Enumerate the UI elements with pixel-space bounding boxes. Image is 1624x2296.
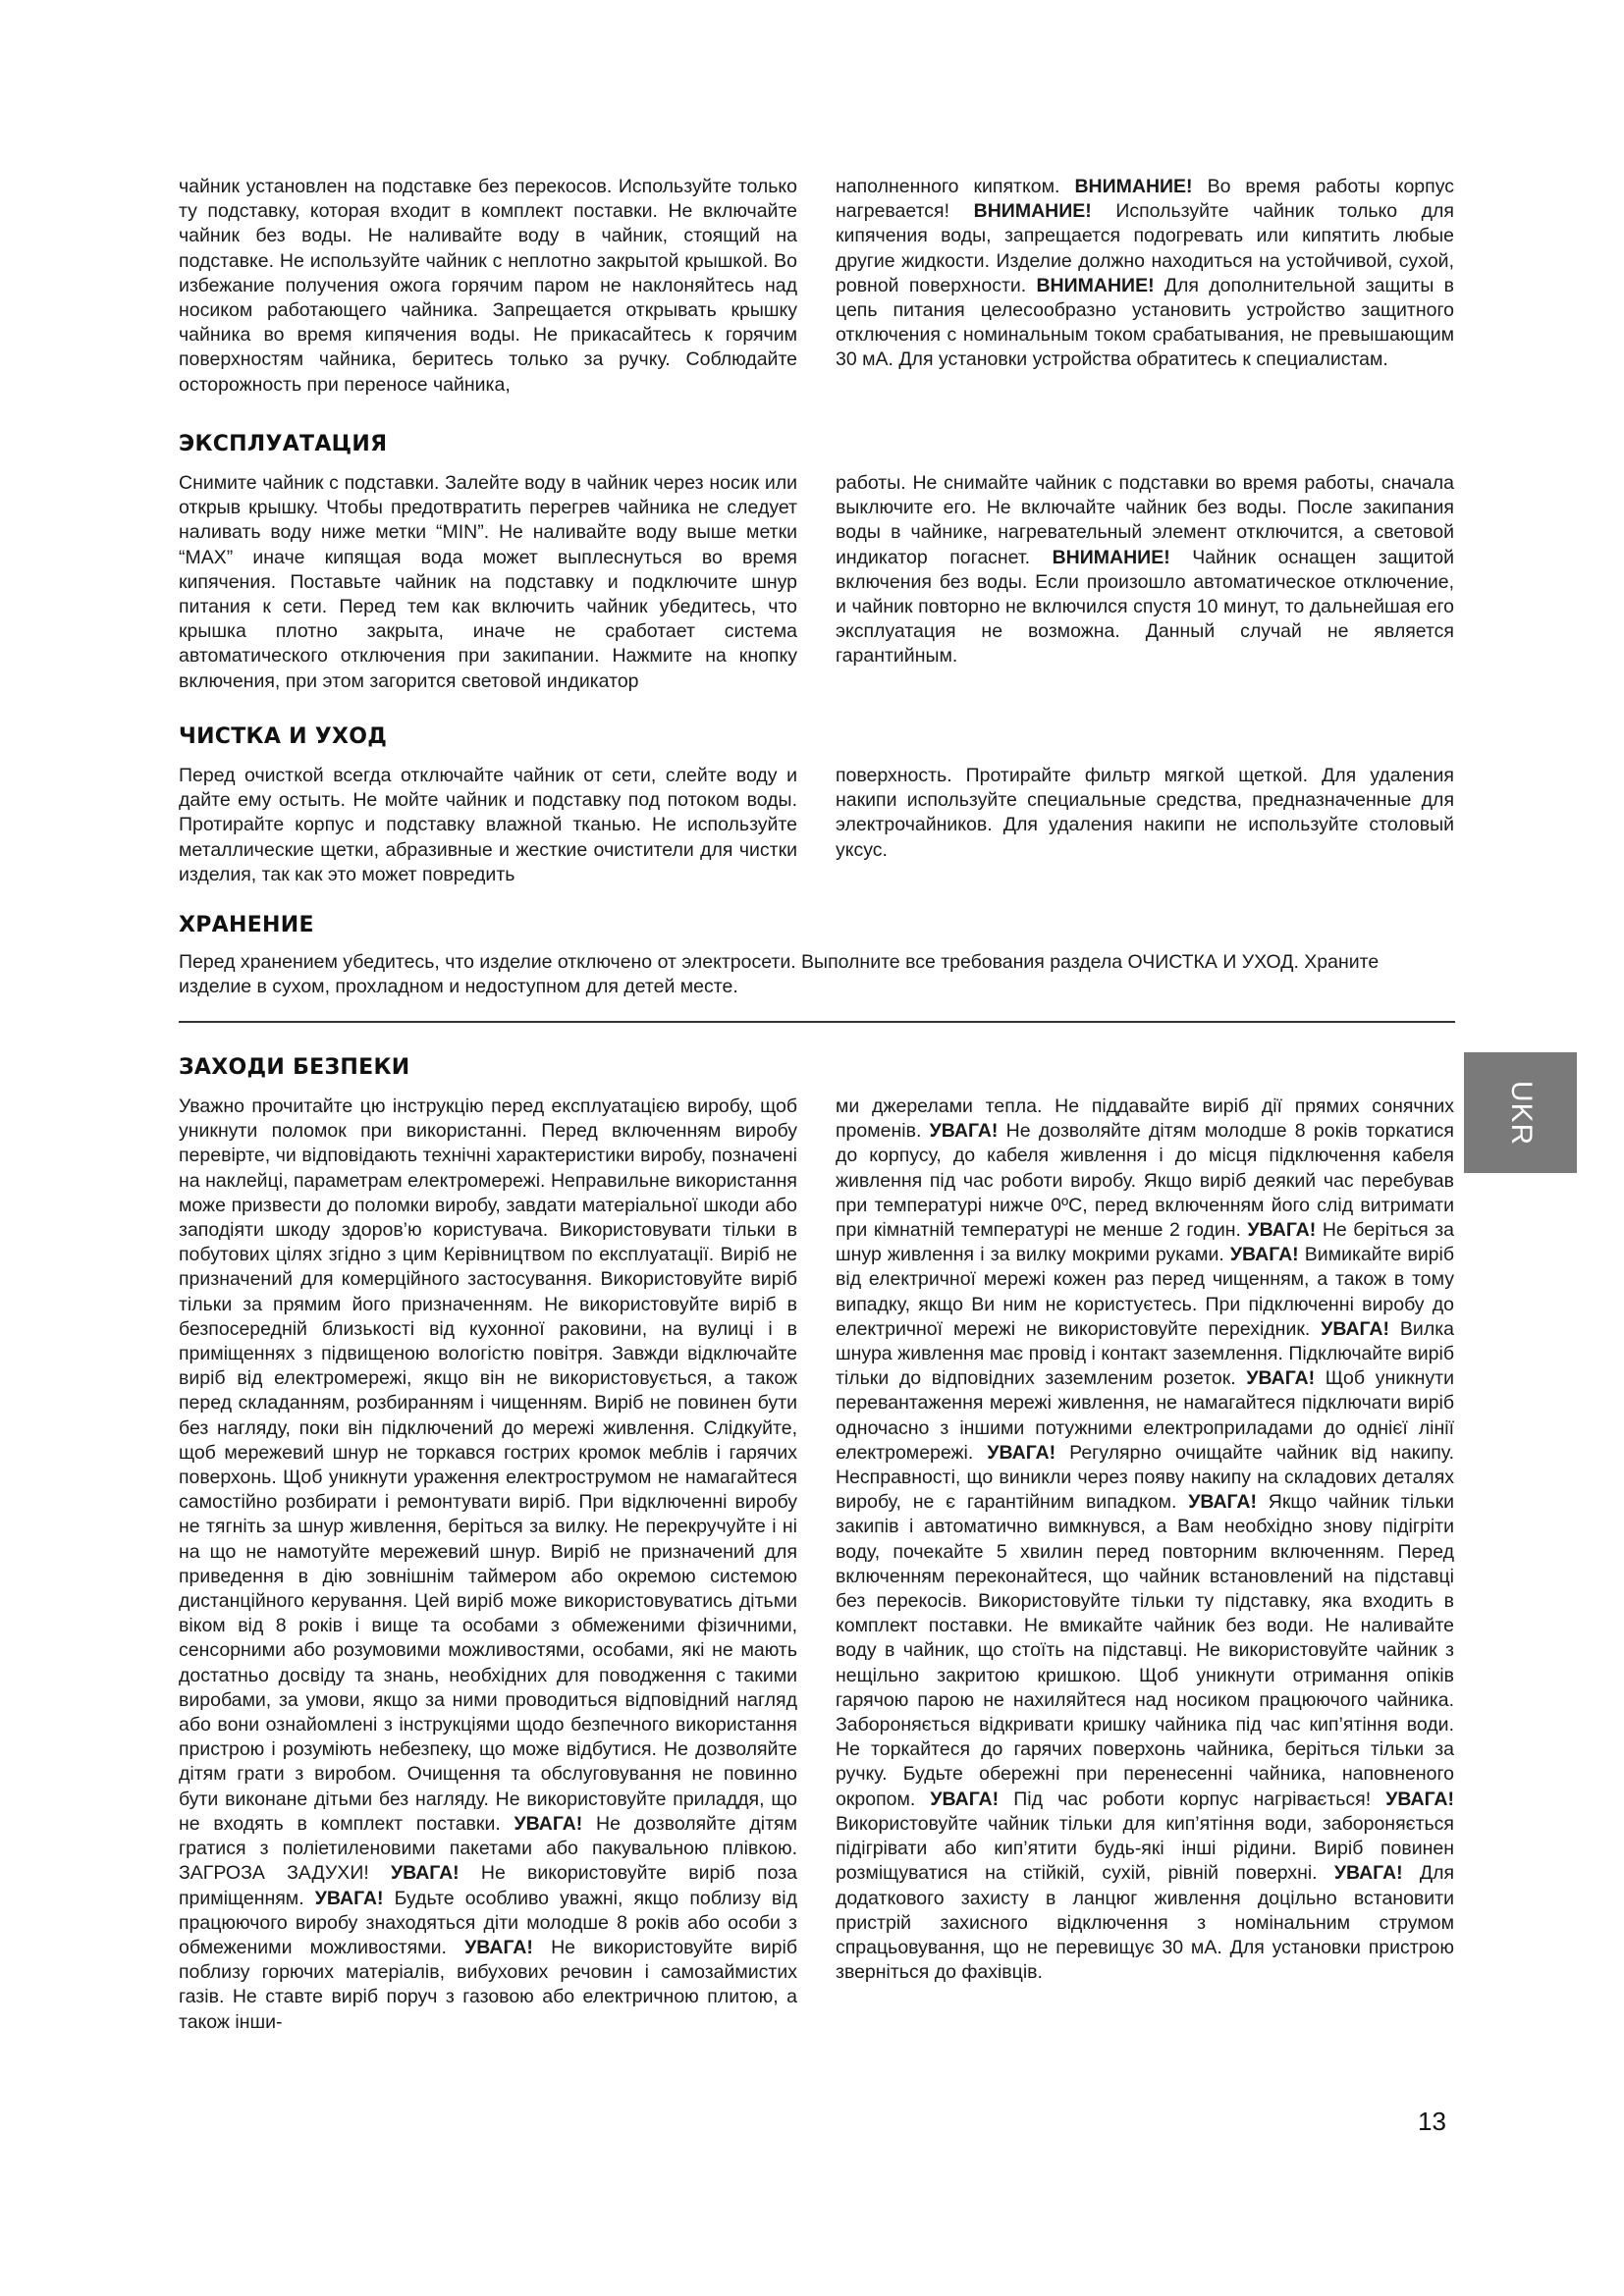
page-number: 13 xyxy=(1418,2107,1446,2136)
language-tab xyxy=(1464,1052,1577,1173)
ru-operation-right-text: работы. Не снимайте чайник с подставки во время работы, сначала выключите его. Не включайте чайник без воды. После закипания воды в чайнике, нагревательный элемент отключится, а световой индикатор погаснет. ВНИМАНИЕ! Чайник оснащен защитой включения без воды. Если произошло автоматическое отключение, и чайник повторно не включился спустя 10 минут, то дальнейшая его эксплуатация не возможна. Данный случай не является гарантийным. xyxy=(836,472,1455,667)
section-heading-storage: ХРАНЕНИЕ xyxy=(179,913,314,937)
ru-intro-left-text: чайник установлен на подставке без перекосов. Используйте только ту подставку, которая входит в комплект поставки. Не включайте чайник без воды. Не наливайте воду в чайник, стоящий на подставке. Не используйте чайник с неплотно закрытой крышкой. Во избежание получения ожога горячим паром не наклоняйтесь над носиком работающего чайника. Запрещается открывать крышку чайника во время кипячения воды. Не прикасайтесь к горячим поверхностям чайника, беритесь только за ручку. Соблюдайте осторожность при переносе чайника, xyxy=(179,176,797,396)
ru-intro-right-text: наполненного кипятком. ВНИМАНИЕ! Во время работы корпус нагревается! ВНИМАНИЕ! Используйте чайник только для кипячения воды, запрещается подогревать или кипятить любые другие жидкости. Изделие должно находиться на устойчивой, сухой, ровной поверхности. ВНИМАНИЕ! Для дополнительной защиты в цепь питания целесообразно установить устройство защитного отключения с номинальным током срабатывания, не превышающим 30 мА. Для установки устройства обратитесь к специалистам. xyxy=(836,176,1454,371)
ua-safety-left-text: Уважно прочитайте цю інструкцію перед експлуатацією виробу, щоб уникнути поломок при використанні. Перед включенням виробу перевірте, чи відповідають технічні характеристики виробу, позначені на наклейці, параметрам електромережі. Неправильне використання може призвести до поломки виробу, завдати матеріальної шкоди або заподіяти шкоду здоров’ю користувача. Використовувати тільки в побутових цілях згідно з цим Керівництвом по експлуатації. Виріб не призначений для комерційного застосування. Використовуйте виріб тільки за прямим його призначенням. Не використовуйте виріб в безпосередній близькості від кухонної раковини, на вулиці і в приміщеннях з підвищеною вологістю повітря. Завжди відключайте виріб від електромережі, якщо він не використовується, а також перед складанням, розбиранням і чищенням. Виріб не повинен бути без нагляду, поки він підключений до мережі живлення. Слідкуйте, щоб мережевий шнур не торкався гострих кромок меблів і гарячих поверхонь. Щоб уникнути ураження електрострумом не намагайтеся самостійно розбирати і ремонтувати виріб. При відключенні виробу не тягніть за шнур живлення, беріться за вилку. Не перекручуйте і ні на що не намотуйте мережевий шнур. Виріб не призначений для приведення в дію зовнішнім таймером або окремою системою дистанційного керування. Цей виріб може використовуватись дітьми віком від 8 років і вище та особами з обмеженими фізичними, сенсорними або розумовими можливостями, особами, які не мають достатньо досвіду та знань, необхідних для поводження с такими виробами, за умови, якщо за ними проводиться відповідний нагляд або вони ознайомлені з інструкціями щодо безпечного використання пристрою і розуміють небезпеку, що може відбутися. Не дозволяйте дітям грати з виробом. Очищення та обслуговування не повинно бути виконане дітьми без нагляду. Не використовуйте приладдя, що не входять в комплект поставки. УВАГА! Не дозволяйте дітям гратися з поліетиленовими пакетами або пакувальною плівкою. ЗАГРОЗА ЗАДУХИ! УВАГА! Не використовуйте виріб поза приміщенням. УВАГА! Будьте особливо уважні, якщо поблизу від працюючого виробу знаходяться діти молодше 8 років або особи з обмеженими можливостями. УВАГА! Не використовуйте виріб поблизу горючих матеріалів, вибухових речовин і самозаймистих газів. Не ставте виріб поруч з газовою або електричною плитою, а також інши- xyxy=(179,1095,798,2033)
ru-operation-left-text: Снимите чайник с подставки. Залейте воду в чайник через носик или открыв крышку. Чтобы предотвратить перегрев чайника не следует наливать воду ниже метки “MIN”. Не наливайте воду выше метки “MAX” иначе кипящая вода может выплеснуться во время кипячения. Поставьте чайник на подставку и подключите шнур питания к сети. Перед тем как включить чайник убедитесь, что крышка плотно закрыта, иначе не сработает система автоматического отключения при закипании. Нажмите на кнопку включения, при этом загорится световой индикатор xyxy=(179,472,797,692)
language-tab-label: UKR xyxy=(1504,1080,1538,1146)
ru-cleaning-right-text: поверхность. Протирайте фильтр мягкой щеткой. Для удаления накипи используйте специальные средства, предназначенные для электрочайников. Для удаления накипи не используйте столовый уксус. xyxy=(836,765,1454,861)
ru-cleaning-left-text: Перед очисткой всегда отключайте чайник от сети, слейте воду и дайте ему остыть. Не мойте чайник и подставку под потоком воды. Протирайте корпус и подставку влажной тканью. Не используйте металлические щетки, абразивные и жесткие очистители для чистки изделия, так как это может повредить xyxy=(179,765,797,885)
section-heading-operation: ЭКСПЛУАТАЦИЯ xyxy=(179,432,388,456)
ua-safety-right-text: ми джерелами тепла. Не піддавайте виріб дії прямих сонячних променів. УВАГА! Не дозволяйте дітям молодше 8 років торкатися до корпусу, до кабеля живлення і до місця підключення кабеля живлення під час роботи виробу. Якщо виріб деякий час перебував при температурі нижче 0ºC, перед включенням його слід витримати при кімнатній температурі не менше 2 годин. УВАГА! Не беріться за шнур живлення і за вилку мокрими руками. УВАГА! Вимикайте виріб від електричної мережі кожен раз перед чищенням, а також в тому випадку, якщо Ви ним не користуєтесь. При підключенні виробу до електричної мережі не використовуйте перехідник. УВАГА! Вилка шнура живлення має провід і контакт заземлення. Підключайте виріб тільки до відповідних заземленим розеток. УВАГА! Щоб уникнути перевантаження мережі живлення, не намагайтеся підключати виріб одночасно з іншими потужними електроприладами до однієї лінії електромережі. УВАГА! Регулярно очищайте чайник від накипу. Несправності, що виникли через появу накипу на складових деталях виробу, не є гарантійним випадком. УВАГА! Якщо чайник тільки закипів і автоматично вимкнувся, а Вам необхідно знову підігріти воду, почекайте 5 хвилин перед повторним включенням. Перед включенням переконайтеся, що чайник встановлений на підставці без перекосів. Використовуйте тільки ту підставку, яка входить в комплект поставки. Не вмикайте чайник без води. Не наливайте воду в чайник, що стоїть на підставці. Не використовуйте чайник з нещільно закритою кришкою. Щоб уникнути отримання опіків гарячою парою не нахиляйтеся над носиком працюючого чайника. Забороняється відкривати кришку чайника під час кип’ятіння води. Не торкайтеся до гарячих поверхонь чайника, беріться тільки за ручку. Будьте обережні при перенесенні чайника, наповненого окропом. УВАГА! Під час роботи корпус нагрівається! УВАГА! Використовуйте чайник тільки для кип’ятіння води, забороняється підігрівати або кип’ятити будь-які інші рідини. Виріб повинен розміщуватися на стійкій, сухій, рівній поверхні. УВАГА! Для додаткового захисту в ланцюг живлення доцільно встановити пристрій захисного відключення з номінальним струмом спрацьовування, що не перевищує 30 мА. Для установки пристрою зверніться до фахівців. xyxy=(836,1095,1455,1984)
section-divider xyxy=(179,1021,1455,1023)
section-heading-cleaning: ЧИСТКА И УХОД xyxy=(179,724,388,749)
section-heading-safety: ЗАХОДИ БЕЗПЕКИ xyxy=(179,1055,410,1080)
ru-storage-text: Перед хранением убедитесь, что изделие отключено от электросети. Выполните все требования раздела ОЧИСТКА И УХОД. Храните изделие в сухом, прохладном и недоступном для детей месте. xyxy=(179,951,1380,998)
